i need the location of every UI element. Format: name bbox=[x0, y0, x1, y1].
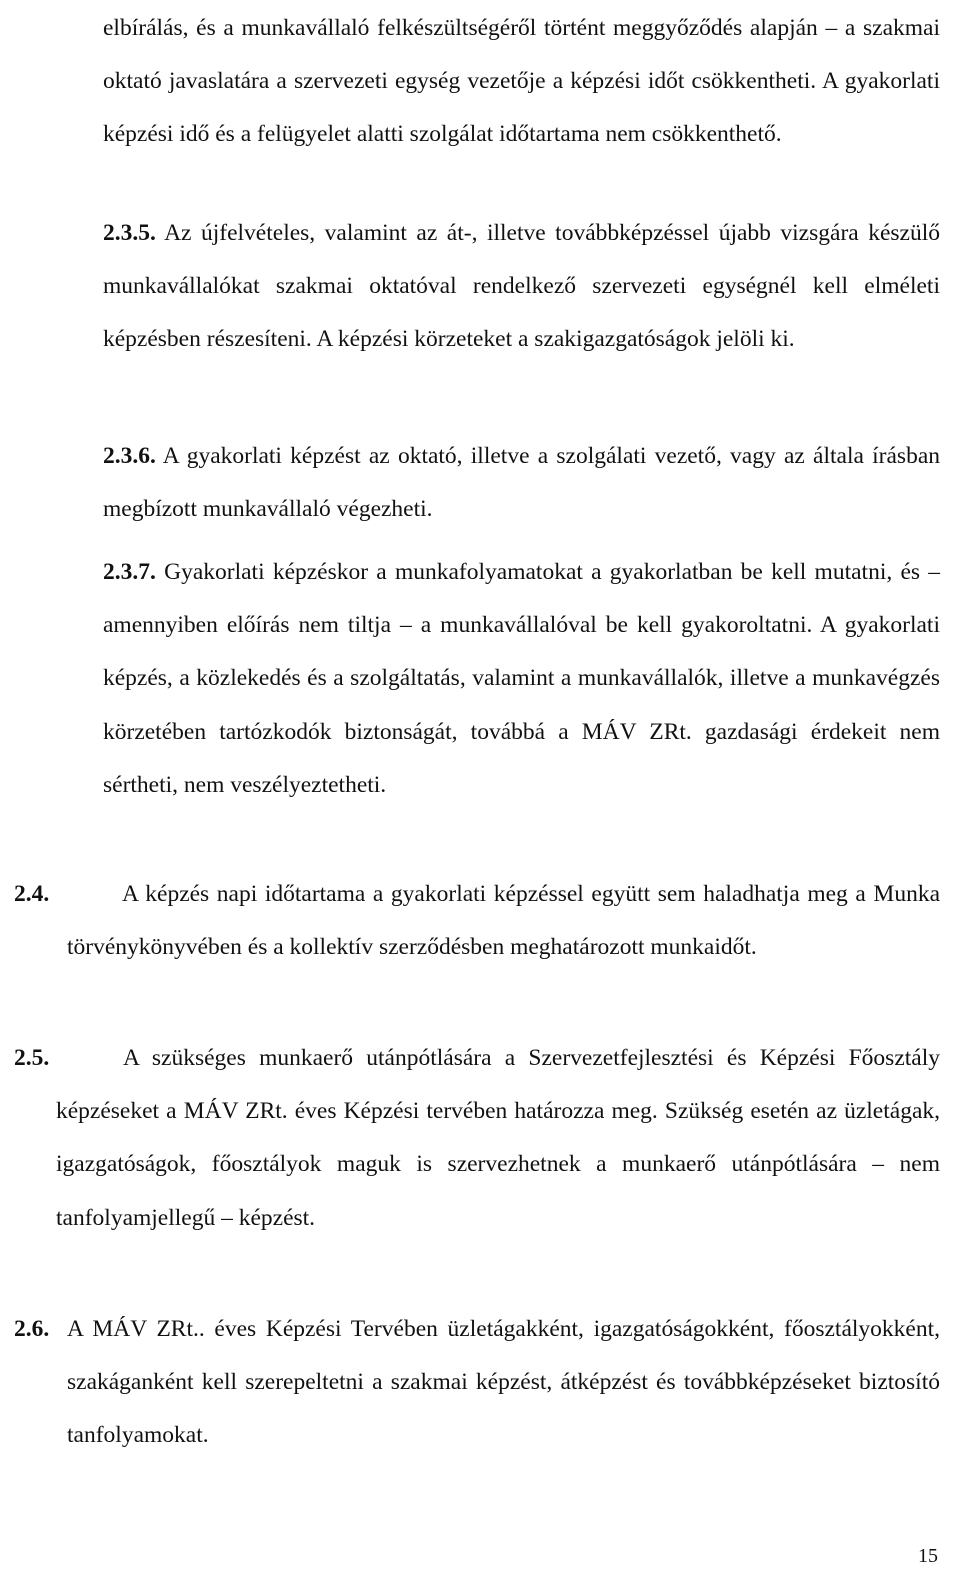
section-number: 2.3.6. bbox=[103, 443, 156, 469]
section-number: 2.3.5. bbox=[103, 220, 156, 246]
paragraph-text: elbírálás, és a munkavállaló felkészültségéről történt meggyőződés alapján – a szakmai oktató javaslatára a szervezeti egység vezetője a képzési időt csökkentheti. A gyakorlati képzési idő és a felügyelet alatti szolgálat időtartama nem csökkenthető. bbox=[103, 15, 940, 148]
paragraph-text: Az újfelvételes, valamint az át-, illetve továbbképzéssel újabb vizsgára készülő munkavállalókat szakmai oktatóval rendelkező szervezeti egységnél kell elméleti képzésben részesíteni. A képzési körzeteket a szakigazgatóságok jelöli ki. bbox=[103, 220, 940, 353]
section-number: 2.4. bbox=[14, 881, 50, 907]
paragraph-text: Gyakorlati képzéskor a munkafolyamatokat a gyakorlatban be kell mutatni, és – amennyiben előírás nem tiltja – a munkavállalóval be kell gyakoroltatni. A gyakorlati képzés, a közlekedés és a szolgáltatás, valamint a munkavállalók, illetve a munkavégzés körzetében tartózkodók biztonságát, továbbá a MÁV ZRt. gazdasági érdekeit nem sértheti, nem veszélyeztetheti. bbox=[103, 559, 940, 798]
page-number: 15 bbox=[918, 1545, 938, 1567]
section-number: 2.3.7. bbox=[103, 559, 156, 585]
section-2-5 bbox=[14, 1032, 940, 1245]
section-text: A MÁV ZRt.. éves Képzési Tervében üzletágakként, igazgatóságokként, főosztályokként, szakáganként kell szerepeltetni a szakmai képzést, átképzést és továbbképzéseket biztosító tanfolyamokat. bbox=[67, 1316, 940, 1449]
section-2-6 bbox=[14, 1303, 940, 1463]
section-number: 2.5. bbox=[14, 1045, 50, 1071]
paragraph-2-3-5 bbox=[103, 207, 940, 367]
section-number: 2.6. bbox=[14, 1316, 50, 1342]
paragraph-2-3-6 bbox=[103, 430, 940, 536]
section-text: A képzés napi időtartama a gyakorlati képzéssel együtt sem haladhatja meg a Munka törvénykönyvében és a kollektív szerződésben meghatározott munkaidőt. bbox=[67, 881, 940, 961]
paragraph-2-3-7 bbox=[103, 546, 940, 812]
section-text: A szükséges munkaerő utánpótlására a Szervezetfejlesztési és Képzési Főosztály képzéseket a MÁV ZRt. éves Képzési tervében határozza meg. Szükség esetén az üzletágak, igazgatóságok, főosztályok maguk is szervezhetnek a munkaerő utánpótlására – nem tanfolyamjellegű – képzést. bbox=[56, 1045, 940, 1231]
section-2-4 bbox=[14, 868, 940, 974]
paragraph-text: A gyakorlati képzést az oktató, illetve a szolgálati vezető, vagy az általa írásban megbízott munkavállaló végezheti. bbox=[103, 443, 940, 523]
paragraph-continued bbox=[103, 2, 940, 162]
